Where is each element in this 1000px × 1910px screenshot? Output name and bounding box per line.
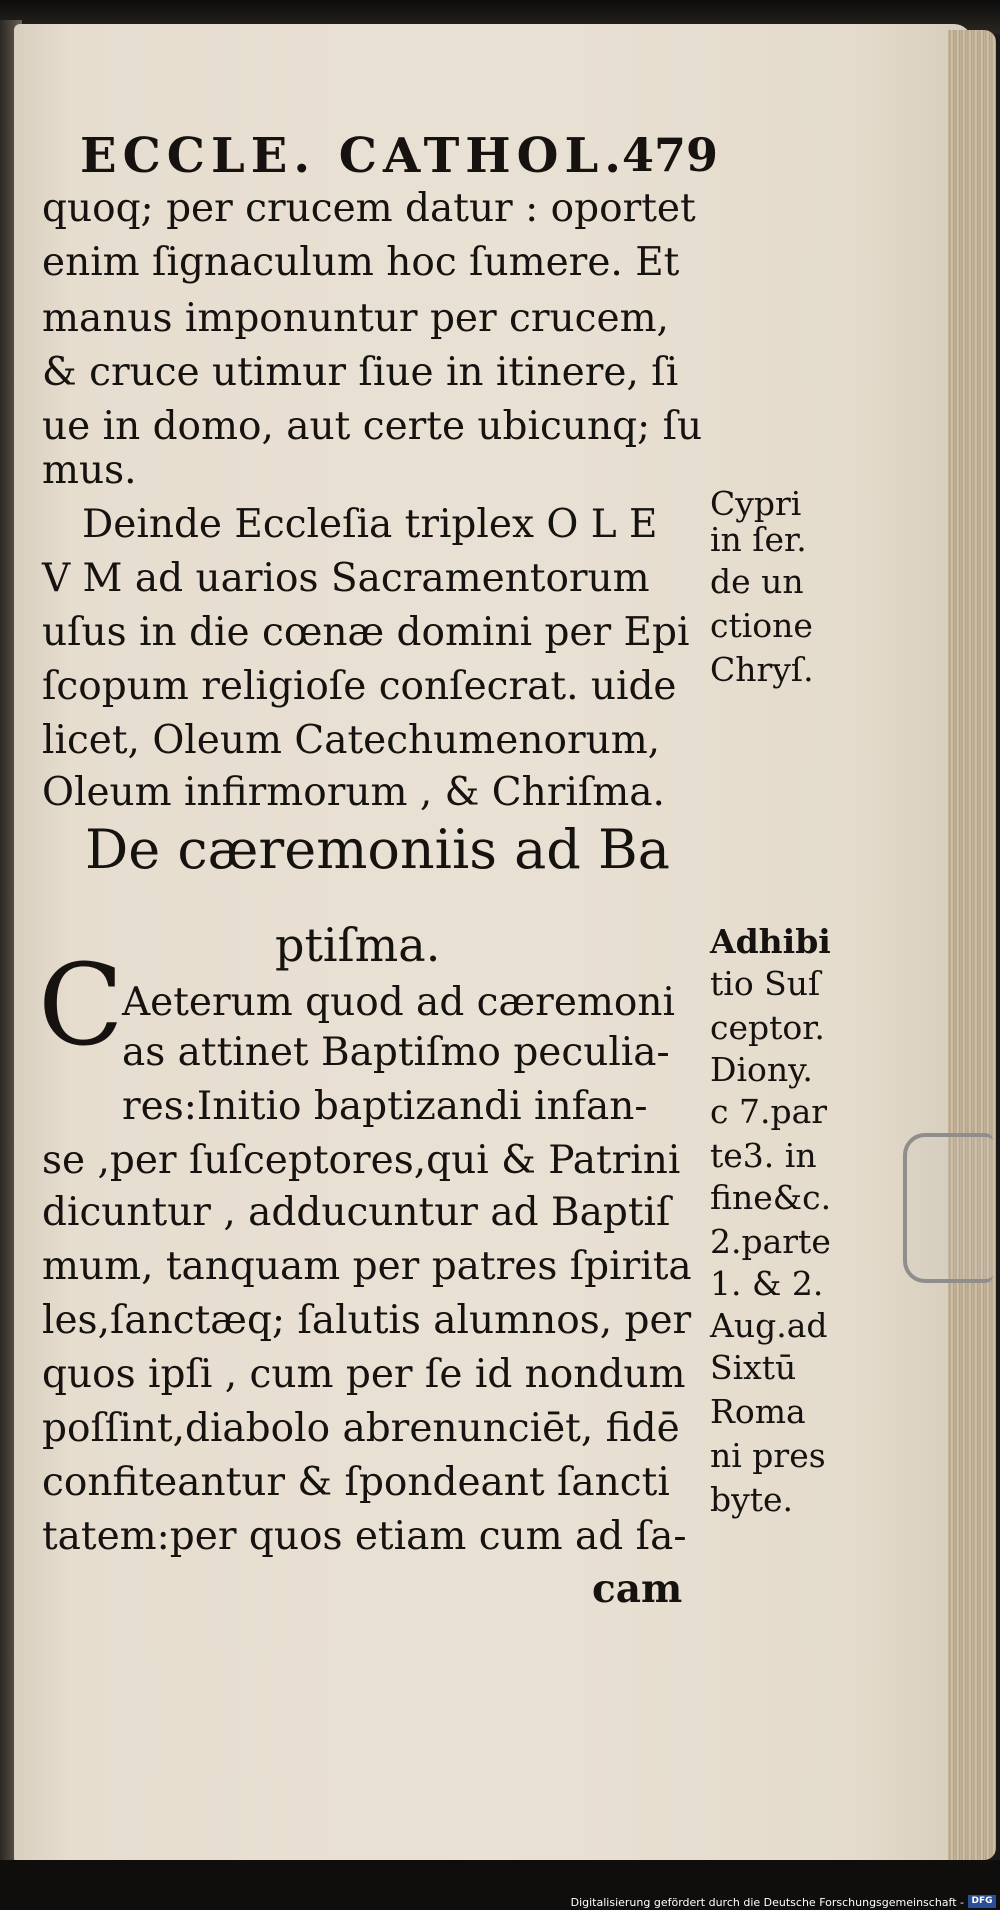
margin-line: 2.parte	[710, 1222, 831, 1261]
margin-line: ni pres	[710, 1436, 826, 1475]
margin-line: Cypri	[710, 484, 802, 523]
section-heading: De cæremoniis ad Ba	[85, 818, 670, 881]
text-line: ſcopum religioſe conſecrat. uide	[42, 664, 677, 709]
text-line: manus imponuntur per crucem,	[42, 296, 669, 341]
running-title: ECCLE. CATHOL.	[80, 128, 627, 184]
margin-line: Sixtū	[710, 1348, 797, 1387]
margin-line: de un	[710, 562, 804, 601]
text-line: V M ad uarios Sacramentorum	[42, 556, 650, 601]
margin-line: fine&c.	[710, 1178, 832, 1217]
margin-line: te3. in	[710, 1136, 817, 1175]
catchword: cam	[592, 1566, 683, 1612]
digitization-credit: Digitalisierung gefördert durch die Deutsche Forschungsgemeinschaft -	[570, 1896, 964, 1909]
text-line: mus.	[42, 448, 137, 493]
text-line: dicuntur , adducuntur ad Baptiſ	[42, 1190, 671, 1235]
text-line: confiteantur & ſpondeant ſancti	[42, 1460, 670, 1505]
margin-line: byte.	[710, 1480, 794, 1519]
page-number: 479	[622, 128, 719, 182]
text-line: & cruce utimur ſiue in itinere, ſi	[42, 350, 679, 395]
section-heading-cont: ptiſma.	[275, 918, 441, 972]
margin-line: Diony.	[710, 1050, 813, 1089]
text-line: quos ipſi , cum per ſe id nondum	[42, 1352, 686, 1397]
text-line: poſſint,diabolo abrenunciēt, fidē	[42, 1406, 680, 1451]
text-line: Oleum infirmorum , & Chriſma.	[42, 770, 665, 815]
margin-line: tio Suſ	[710, 964, 821, 1003]
text-line: uſus in die cœnæ domini per Epi	[42, 610, 690, 655]
text-line: quoq; per crucem datur : oportet	[42, 186, 696, 231]
dfg-logo: DFG	[968, 1895, 996, 1908]
text-line: Aeterum quod ad cæremoni	[122, 980, 675, 1025]
margin-line: Roma	[710, 1392, 806, 1431]
text-line: mum, tanquam per patres ſpirita	[42, 1244, 692, 1289]
drop-cap: C	[38, 941, 124, 1071]
text-line: les,ſanctæq; ſalutis alumnos, per	[42, 1298, 692, 1343]
margin-line: Chryſ.	[710, 650, 814, 689]
text-line: Deinde Eccleſia triplex O L E	[82, 502, 658, 547]
text-line: enim ſignaculum hoc ſumere. Et	[42, 240, 680, 285]
page-clip	[903, 1133, 993, 1283]
text-line: res:Initio baptizandi infan-	[122, 1084, 648, 1129]
margin-line: Aug.ad	[710, 1306, 828, 1345]
text-line: as attinet Baptiſmo peculia-	[122, 1030, 670, 1075]
margin-line: 1. & 2.	[710, 1264, 824, 1303]
margin-line: c 7.par	[710, 1092, 828, 1131]
text-line: tatem:per quos etiam cum ad ſa-	[42, 1514, 687, 1559]
page-fore-edge	[948, 30, 996, 1860]
margin-line: in ſer.	[710, 520, 807, 559]
text-line: ue in domo, aut certe ubicunq; ſu	[42, 404, 703, 449]
margin-line: ctione	[710, 606, 813, 645]
text-line: licet, Oleum Catechumenorum,	[42, 718, 661, 763]
margin-line: Adhibi	[710, 922, 831, 961]
margin-line: ceptor.	[710, 1008, 825, 1047]
text-line: se ,per ſuſceptores,qui & Patrini	[42, 1138, 681, 1183]
